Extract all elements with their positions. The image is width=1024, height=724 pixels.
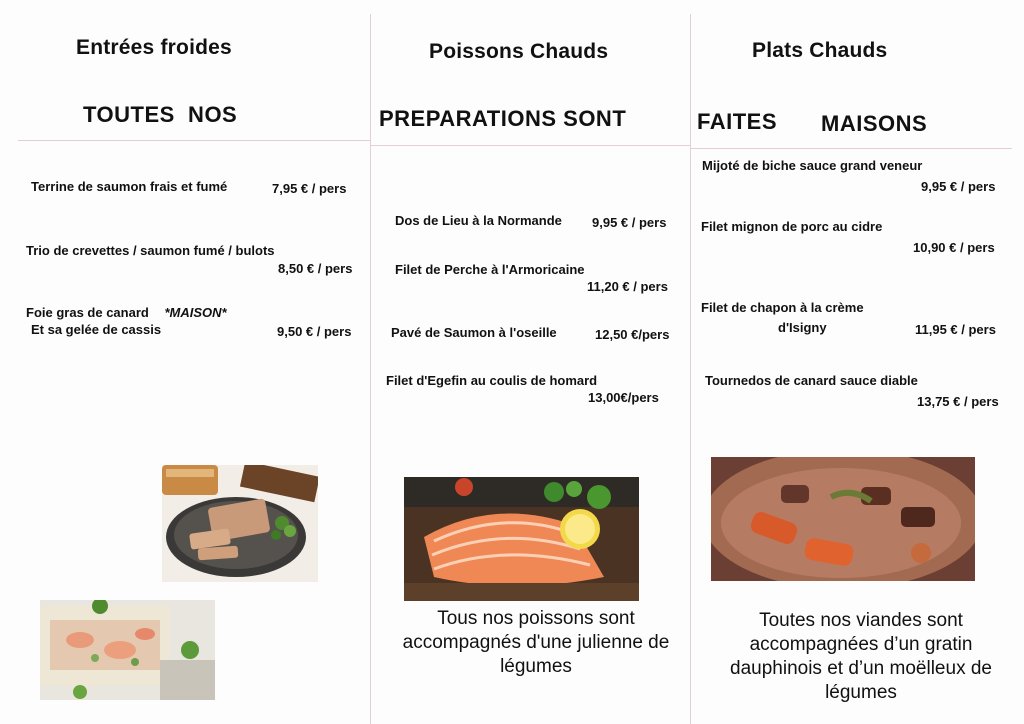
salmon-fillet-photo	[404, 477, 639, 601]
menu-item-price: 9,95 € / pers	[921, 179, 996, 194]
column-divider-1	[370, 14, 371, 724]
menu-item-price: 11,95 € / pers	[915, 322, 996, 337]
caption-line: légumes	[500, 656, 572, 677]
menu-item-price: 12,50 €/pers	[595, 327, 670, 342]
menu-item-name: Terrine de saumon frais et fumé	[31, 179, 228, 194]
menu-item-name: Filet de Perche à l'Armoricaine	[395, 262, 585, 277]
column-title-poissons: Poissons Chauds	[429, 40, 609, 63]
caption-line: accompagnées d’un gratin	[749, 634, 973, 655]
menu-item-price: 9,95 € / pers	[592, 215, 667, 230]
caption-line: accompagnés d'une julienne de	[402, 632, 670, 653]
menu-item-name-line2: d'Isigny	[778, 320, 827, 335]
menu-item-name-text: Foie gras de canard	[26, 305, 149, 320]
menu-item-name: Filet mignon de porc au cidre	[701, 219, 883, 234]
menu-item-price: 9,50 € / pers	[277, 324, 352, 339]
banner-part-1: TOUTES NOS	[83, 102, 238, 127]
menu-item-price: 11,20 € / pers	[587, 279, 668, 294]
banner-part-4: MAISONS	[821, 111, 928, 136]
menu-item-price: 13,00€/pers	[588, 390, 659, 405]
header-rule-right	[690, 148, 1012, 149]
meat-stew-photo	[711, 457, 975, 581]
menu-item-name: Trio de crevettes / saumon fumé / bulots	[26, 243, 275, 258]
menu-item-price: 8,50 € / pers	[278, 261, 353, 276]
menu-item-name: Filet de chapon à la crème	[701, 300, 864, 315]
menu-item-name: Pavé de Saumon à l'oseille	[391, 325, 557, 340]
banner-part-2: PREPARATIONS SONT	[379, 106, 627, 131]
maison-tag: *MAISON*	[164, 305, 227, 320]
caption-line: dauphinois et d’un moëlleux de	[730, 658, 992, 679]
menu-item-name: Mijoté de biche sauce grand veneur	[702, 158, 923, 173]
poissons-caption	[378, 607, 694, 679]
caption-line: Toutes nos viandes sont	[759, 610, 963, 631]
column-title-plats: Plats Chauds	[752, 39, 888, 62]
caption-line: légumes	[825, 682, 897, 703]
menu-item-price: 10,90 € / pers	[913, 240, 995, 255]
menu-item-name: Dos de Lieu à la Normande	[395, 213, 562, 228]
plats-caption	[696, 609, 1024, 705]
foie-gras-photo	[162, 465, 318, 582]
salmon-terrine-photo	[40, 600, 215, 700]
menu-item-price: 13,75 € / pers	[917, 394, 999, 409]
menu-item-price: 7,95 € / pers	[272, 181, 347, 196]
caption-line: Tous nos poissons sont	[437, 608, 635, 629]
menu-item-name-line2: Et sa gelée de cassis	[31, 322, 162, 337]
menu-item-name	[26, 305, 227, 320]
header-rule-left	[18, 140, 370, 141]
menu-item-name: Filet d'Egefin au coulis de homard	[386, 373, 598, 388]
menu-item-name: Tournedos de canard sauce diable	[705, 373, 918, 388]
banner-part-3: FAITES	[697, 109, 778, 134]
column-title-entrees: Entrées froides	[76, 36, 232, 59]
header-rule-middle	[370, 145, 690, 146]
